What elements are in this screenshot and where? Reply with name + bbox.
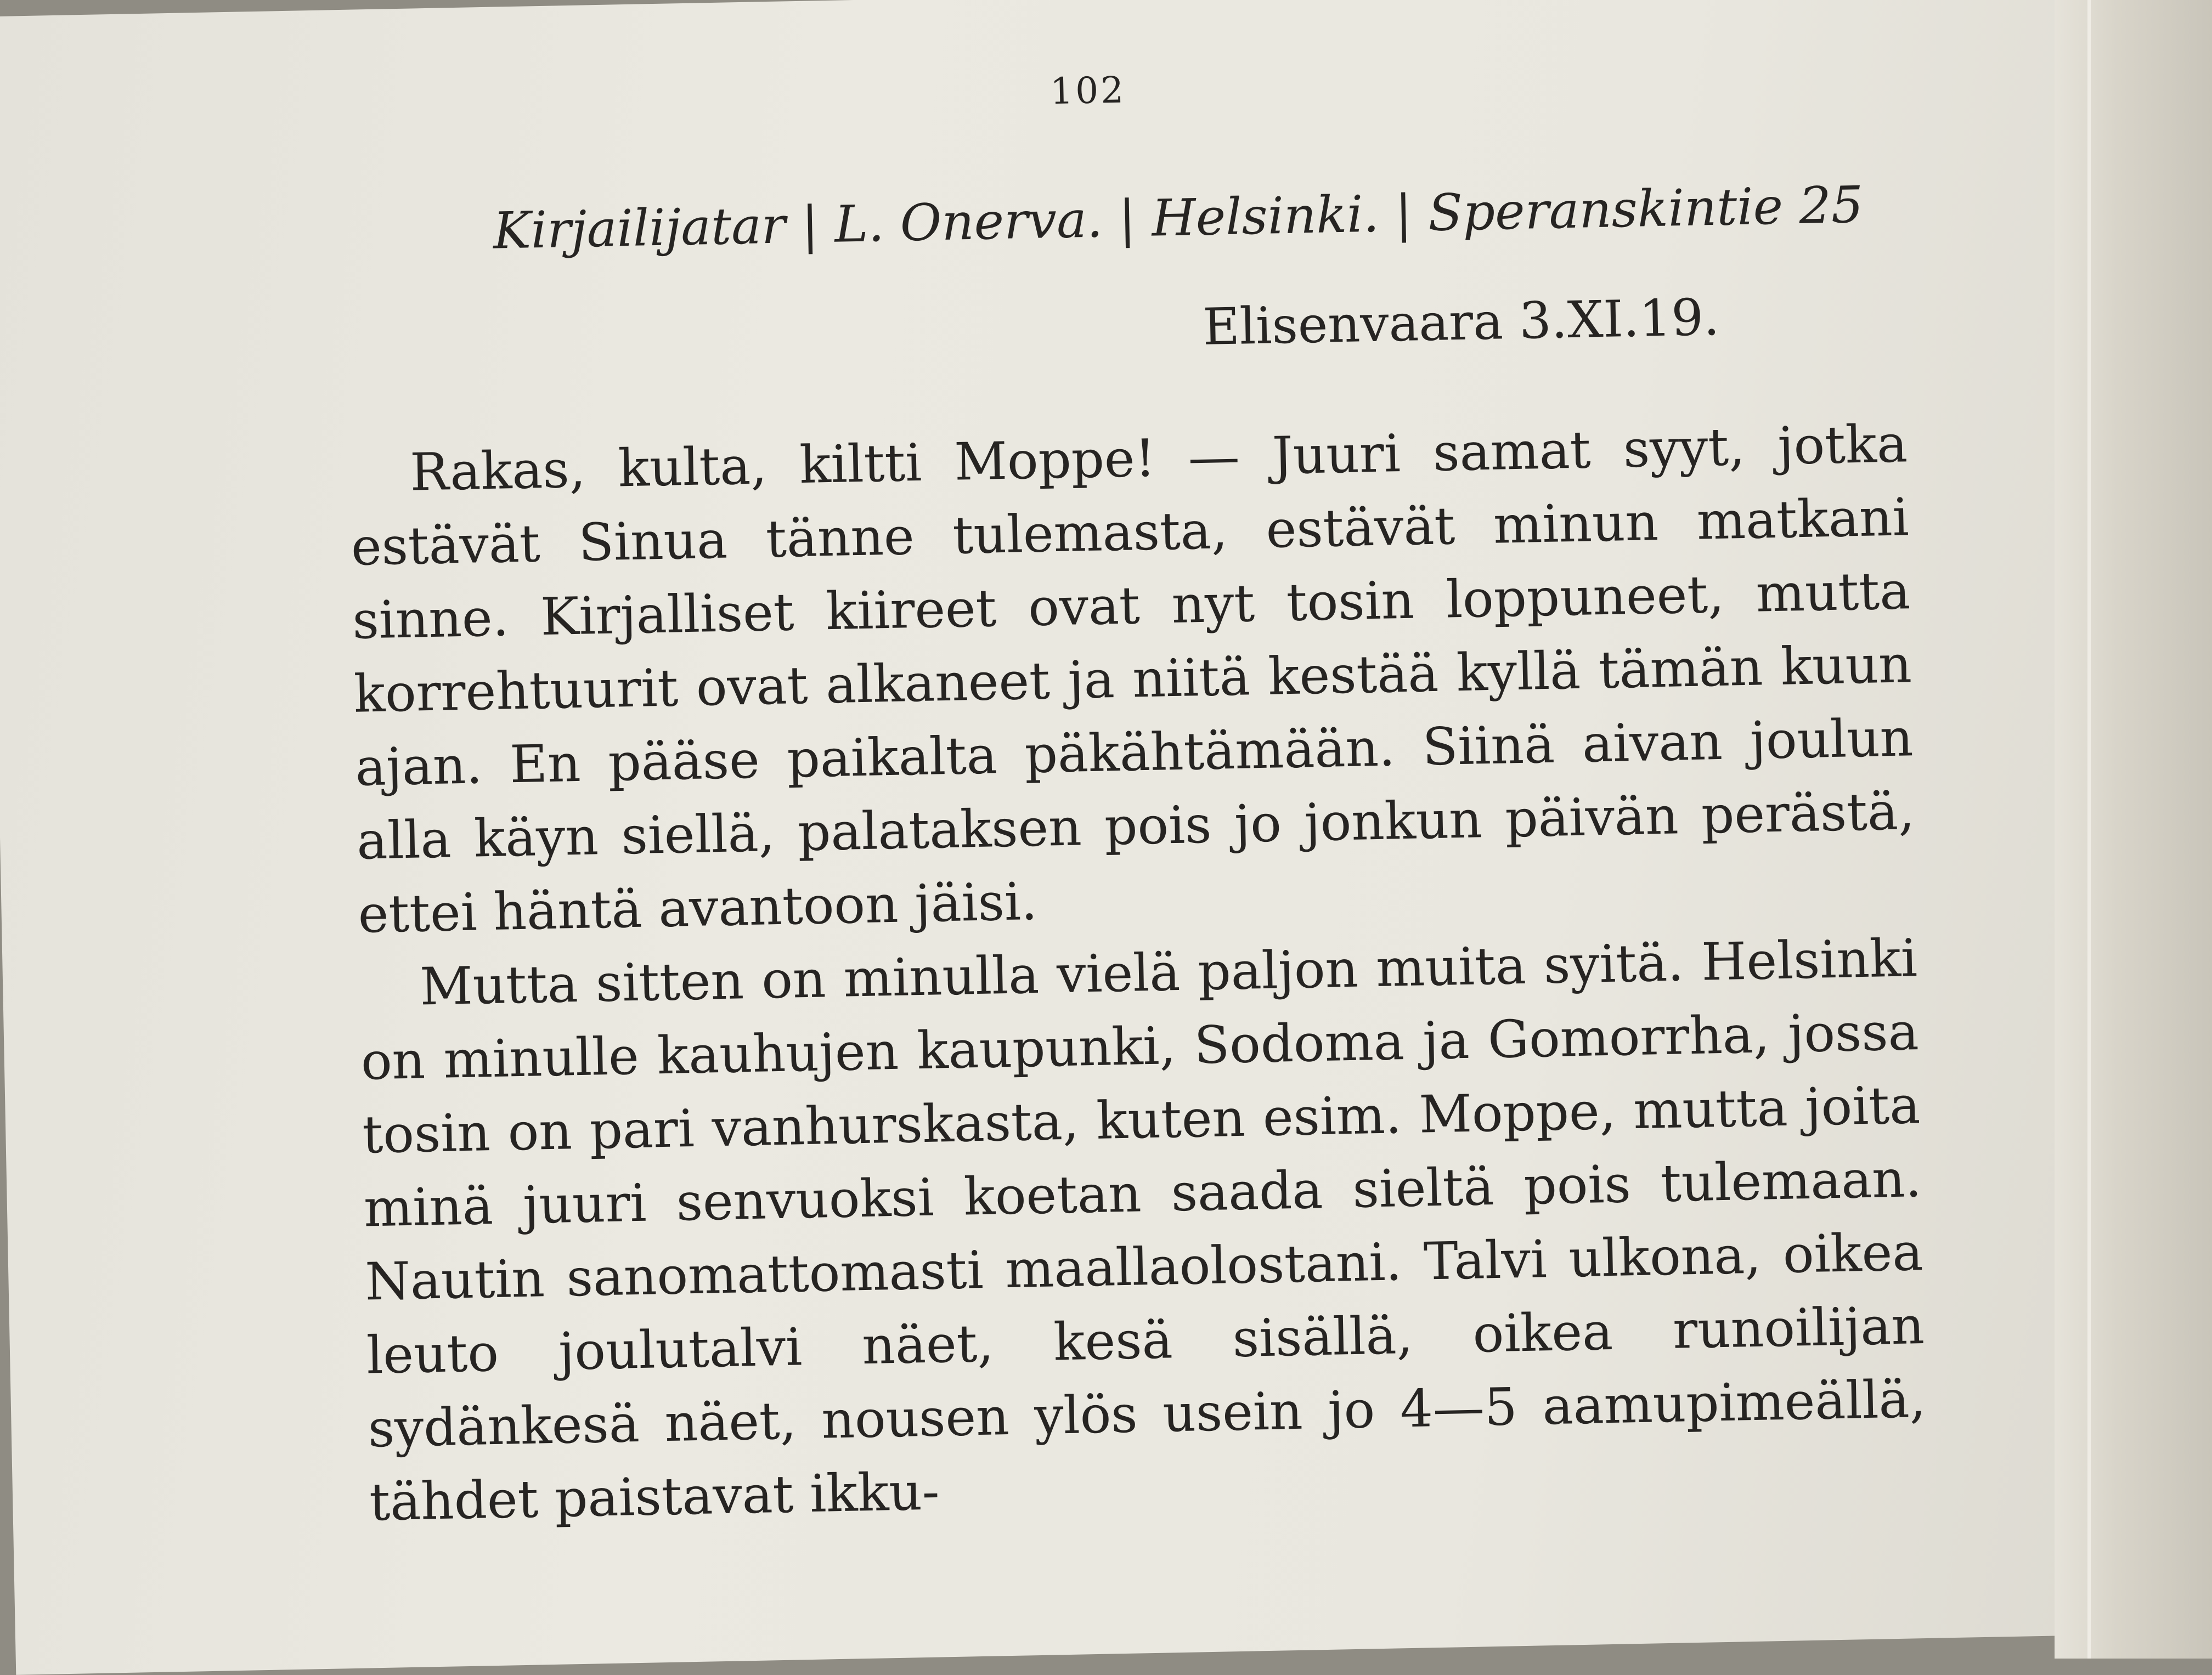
paragraph-1: Rakas, kulta, kiltti Moppe! — Juuri samat syyt, jotka estävät Sinua tänne tulemasta, estävät minun matkani sinne. Kirjalliset kiireet ovat nyt tosin loppuneet, mutta korrehtuurit ovat alkaneet ja niitä kestää kyllä tämän kuun ajan. En pääse paikalta päkähtämään. Siinä aivan joulun alla käyn siellä, palataksen pois jo jonkun päivän perästä, ettei häntä avantoon jäisi. (350, 414, 1915, 945)
page-fold-highlight (2087, 0, 2091, 1659)
paragraph-2: Mutta sitten on minulla vielä paljon muita syitä. Helsinki on minulle kauhujen kaupunki, Sodoma ja Gomorrha, jossa tosin on pari vanhurskasta, kuten esim. Moppe, mutta joita minä juuri senvuoksi koetan saada sieltä pois tulemaan. Nautin sanomattomasti maallaolostani. Talvi ulkona, oikea leuto joulutalvi näet, kesä sisällä, oikea runoilijan sydänkesä näet, nousen ylös usein jo 4—5 aamupimeällä, tähdet paistavat ikku- (360, 929, 1927, 1533)
letter-body (349, 408, 1928, 1540)
dateline: Elisenvaara 3.XI.19. (1202, 287, 1720, 356)
letterhead: Kirjailijatar | L. Onerva. | Helsinki. | Speranskintie 25 (492, 175, 1864, 261)
page-number: 102 (1049, 69, 1126, 113)
facing-page-edge (2055, 0, 2212, 1659)
